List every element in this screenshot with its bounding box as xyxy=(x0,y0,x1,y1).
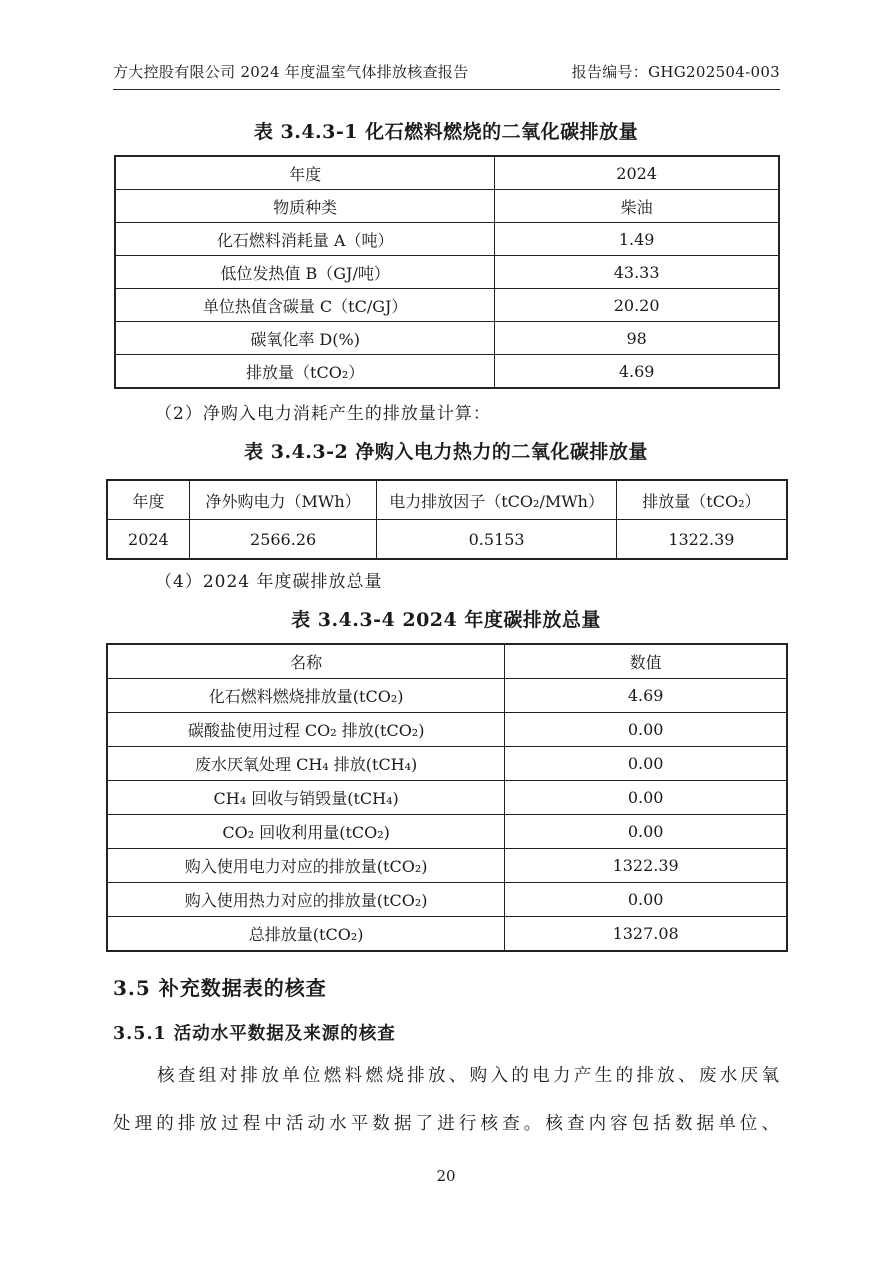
row-value: 0.00 xyxy=(505,713,787,747)
row-label: 碳氧化率 D(%) xyxy=(115,322,495,355)
row-value: 43.33 xyxy=(495,256,779,289)
section-heading-3-5: 3.5 补充数据表的核查 xyxy=(113,976,327,1000)
header-report-title: 方大控股有限公司 2024 年度温室气体排放核查报告 xyxy=(113,63,469,81)
table-row xyxy=(115,156,779,190)
table-row xyxy=(115,289,779,322)
column-header: 排放量（tCO₂） xyxy=(616,480,787,520)
table-row xyxy=(115,190,779,223)
table-annual-total-emissions xyxy=(106,643,788,952)
table-fossil-title: 表 3.4.3-1 化石燃料燃烧的二氧化碳排放量 xyxy=(253,121,639,143)
table-header-row xyxy=(107,480,787,520)
row-value: 4.69 xyxy=(505,679,787,713)
column-header: 数值 xyxy=(505,644,787,679)
table-purchased-electricity-emissions xyxy=(106,479,788,560)
row-label: 购入使用热力对应的排放量(tCO₂) xyxy=(107,883,505,917)
row-label: 总排放量(tCO₂) xyxy=(107,917,505,952)
table-row xyxy=(107,679,787,713)
row-label: 排放量（tCO₂） xyxy=(115,355,495,389)
table-row xyxy=(115,355,779,389)
row-label: 碳酸盐使用过程 CO₂ 排放(tCO₂) xyxy=(107,713,505,747)
header-report-number: 报告编号：GHG202504-003 xyxy=(571,63,780,81)
table-row xyxy=(107,815,787,849)
row-value: 4.69 xyxy=(495,355,779,389)
column-header: 年度 xyxy=(107,480,189,520)
row-label: 物质种类 xyxy=(115,190,495,223)
page-number: 20 xyxy=(436,1167,456,1185)
row-label: 废水厌氧处理 CH₄ 排放(tCH₄) xyxy=(107,747,505,781)
paragraph-total-intro: （4）2024 年度碳排放总量 xyxy=(155,572,383,592)
row-value: 2024 xyxy=(495,156,779,190)
table-row xyxy=(107,781,787,815)
cell-purchased-power: 2566.26 xyxy=(189,520,377,560)
table-total-title: 表 3.4.3-4 2024 年度碳排放总量 xyxy=(291,609,601,631)
row-value: 0.00 xyxy=(505,815,787,849)
row-label: 年度 xyxy=(115,156,495,190)
row-value: 1322.39 xyxy=(505,849,787,883)
table-row xyxy=(107,849,787,883)
paragraph-electricity-intro: （2）净购入电力消耗产生的排放量计算： xyxy=(155,404,491,424)
row-label: 单位热值含碳量 C（tC/GJ） xyxy=(115,289,495,322)
row-value: 0.00 xyxy=(505,747,787,781)
table-row xyxy=(107,917,787,952)
row-value: 0.00 xyxy=(505,883,787,917)
page-header xyxy=(113,61,780,90)
table-electricity-title: 表 3.4.3-2 净购入电力热力的二氧化碳排放量 xyxy=(244,441,648,463)
table-row xyxy=(115,223,779,256)
table-row xyxy=(107,713,787,747)
row-value: 1.49 xyxy=(495,223,779,256)
row-label: 化石燃料消耗量 A（吨） xyxy=(115,223,495,256)
section-heading-3-5-1: 3.5.1 活动水平数据及来源的核查 xyxy=(113,1024,396,1044)
row-value: 98 xyxy=(495,322,779,355)
cell-year: 2024 xyxy=(107,520,189,560)
table-fossil-fuel-emissions xyxy=(114,155,780,389)
column-header: 名称 xyxy=(107,644,505,679)
table-row xyxy=(107,747,787,781)
column-header: 净外购电力（MWh） xyxy=(189,480,377,520)
cell-emission-factor: 0.5153 xyxy=(377,520,616,560)
body-paragraph-line: 核查组对排放单位燃料燃烧排放、购入的电力产生的排放、废水厌氧 xyxy=(157,1066,779,1086)
table-row xyxy=(107,883,787,917)
row-label: 化石燃料燃烧排放量(tCO₂) xyxy=(107,679,505,713)
row-label: CH₄ 回收与销毁量(tCH₄) xyxy=(107,781,505,815)
row-value: 1327.08 xyxy=(505,917,787,952)
table-row xyxy=(115,322,779,355)
row-label: 购入使用电力对应的排放量(tCO₂) xyxy=(107,849,505,883)
table-row xyxy=(107,520,787,560)
table-row xyxy=(115,256,779,289)
body-paragraph-line: 处理的排放过程中活动水平数据了进行核查。核查内容包括数据单位、 xyxy=(113,1114,779,1134)
row-label: 低位发热值 B（GJ/吨） xyxy=(115,256,495,289)
row-value: 柴油 xyxy=(495,190,779,223)
cell-emission-amount: 1322.39 xyxy=(616,520,787,560)
row-label: CO₂ 回收利用量(tCO₂) xyxy=(107,815,505,849)
table-header-row xyxy=(107,644,787,679)
column-header: 电力排放因子（tCO₂/MWh） xyxy=(377,480,616,520)
row-value: 20.20 xyxy=(495,289,779,322)
row-value: 0.00 xyxy=(505,781,787,815)
